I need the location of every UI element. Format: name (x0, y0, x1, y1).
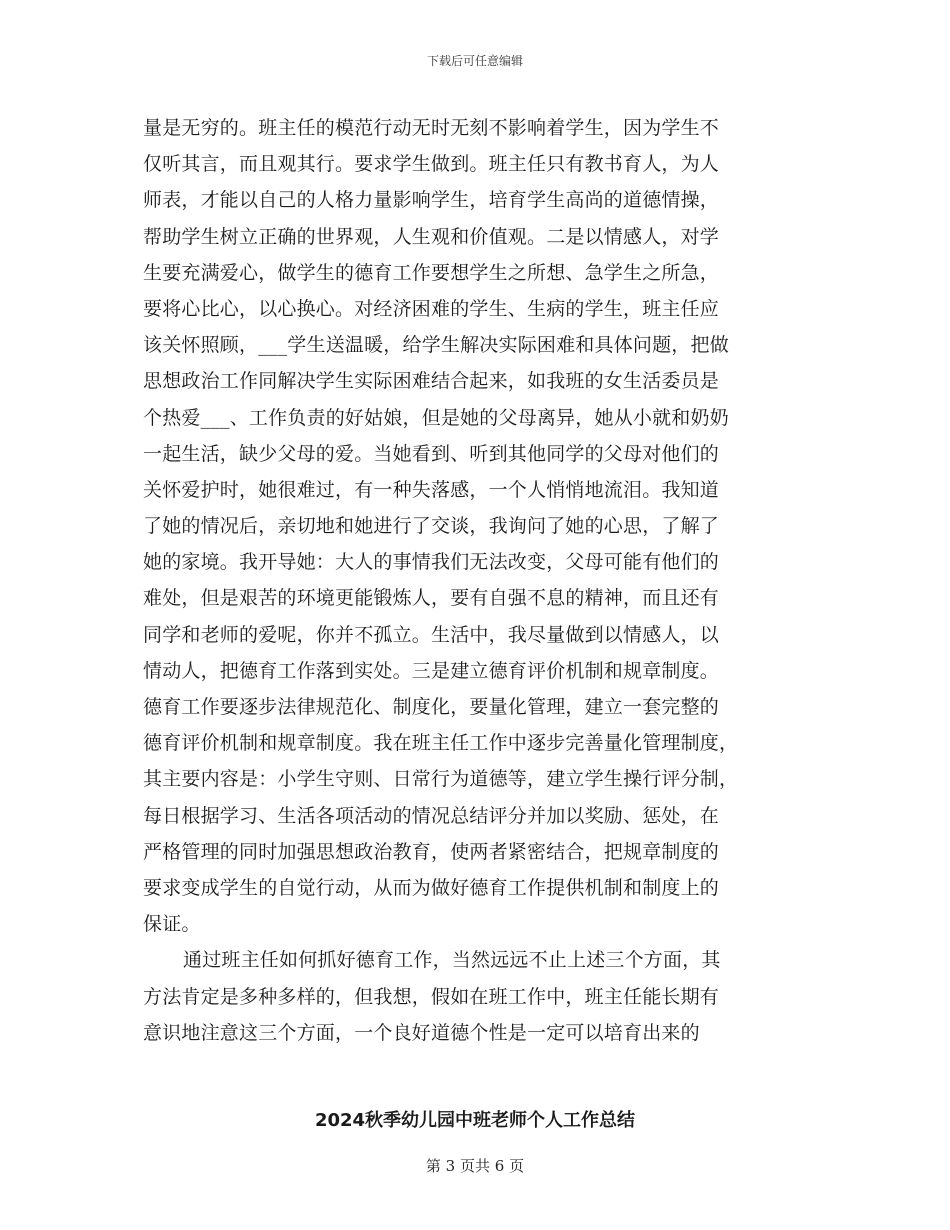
text-line: 意识地注意这三个方面，一个良好道德个性是一定可以培育出来的 (143, 1021, 700, 1044)
text-line: 方法肯定是多种多样的，但我想，假如在班工作中，班主任能长期有 (143, 985, 720, 1008)
text-line: 难处，但是艰苦的环境更能锻炼人，要有自强不息的精神，而且还有 (143, 587, 720, 610)
text-line: 量是无穷的。班主任的模范行动无时无刻不影响着学生，因为学生不 (143, 117, 720, 139)
text-line: 一起生活，缺少父母的爱。当她看到、听到其他同学的父母对他们的 (143, 442, 720, 465)
text-line: 仅听其言，而且观其行。要求学生做到。班主任只有教书育人，为人 (143, 153, 720, 176)
text-line: 要求变成学生的自觉行动，从而为做好德育工作提供机制和制度上的 (143, 876, 720, 899)
text-line: 思想政治工作同解决学生实际困难结合起来，如我班的女生活委员是 (143, 370, 720, 393)
text-line: 生要充满爱心，做学生的德育工作要想学生之所想、急学生之所急， (143, 261, 720, 284)
text-line: 情动人，把德育工作落到实处。三是建立德育评价机制和规章制度。 (143, 659, 720, 682)
text-line: 师表，才能以自己的人格力量影响学生，培育学生高尚的道德情操， (143, 189, 720, 212)
text-line: 严格管理的同时加强思想政治教育，使两者紧密结合，把规章制度的 (143, 840, 720, 863)
text-line: 每日根据学习、生活各项活动的情况总结评分并加以奖励、惩处，在 (143, 804, 720, 827)
text-line: 要将心比心，以心换心。对经济困难的学生、生病的学生，班主任应 (143, 297, 720, 320)
body-text (143, 110, 823, 1051)
page-footer: 第 3 页共 6 页 (425, 1157, 525, 1175)
text-line: 她的家境。我开导她：大人的事情我们无法改变，父母可能有他们的 (143, 551, 720, 574)
text-line: 帮助学生树立正确的世界观，人生观和价值观。二是以情感人，对学 (143, 225, 720, 248)
text-line: 德育评价机制和规章制度。我在班主任工作中逐步完善量化管理制度， (143, 732, 739, 755)
text-line: 同学和老师的爱呢，你并不孤立。生活中，我尽量做到以情感人，以 (143, 623, 720, 646)
text-line: 其主要内容是：小学生守则、日常行为道德等，建立学生操行评分制， (143, 768, 739, 791)
text-line: 该关怀照顾，___学生送温暖，给学生解决实际困难和具体问题，把做 (143, 334, 729, 357)
text-line: 保证。 (143, 913, 201, 936)
text-line: 了她的情况后，亲切地和她进行了交谈，我询问了她的心思，了解了 (143, 515, 720, 538)
text-line: 德育工作要逐步法律规范化、制度化，要量化管理，建立一套完整的 (143, 696, 720, 718)
section-title: 2024秋季幼儿园中班老师个人工作总结 (314, 1110, 636, 1131)
text-line: 关怀爱护时，她很难过，有一种失落感，一个人悄悄地流泪。我知道 (143, 478, 720, 501)
page-header: 下载后可任意编辑 (426, 54, 523, 68)
text-line: 个热爱___、工作负责的好姑娘，但是她的父母离异，她从小就和奶奶 (143, 406, 729, 429)
paragraph-start-line: 通过班主任如何抓好德育工作，当然远远不止上述三个方面，其 (183, 949, 721, 972)
